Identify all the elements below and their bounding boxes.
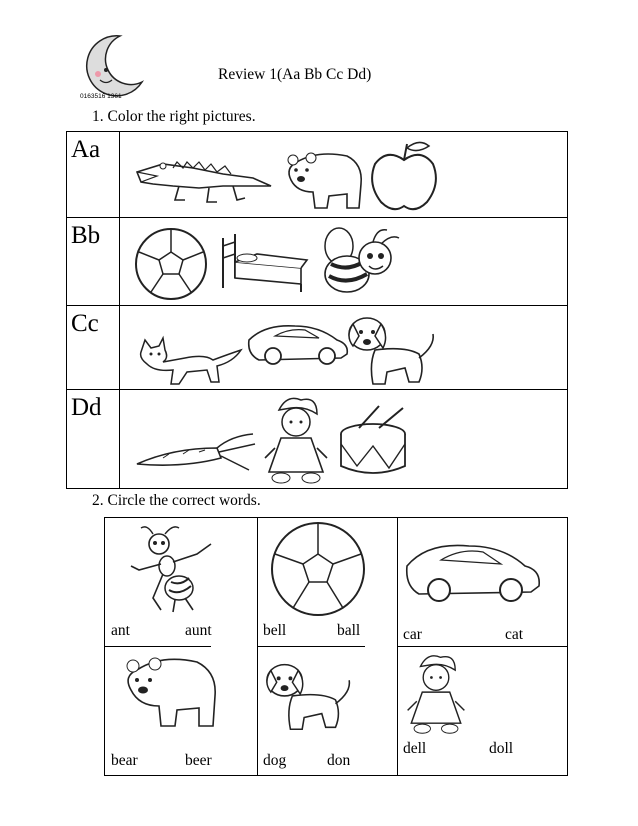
doll-icon xyxy=(261,392,331,486)
letter-bb: Bb xyxy=(71,222,101,249)
word-option[interactable]: dell xyxy=(403,740,427,757)
word-option[interactable]: bear xyxy=(111,752,138,769)
word-cell-doll xyxy=(397,646,567,775)
car-icon xyxy=(245,318,351,368)
worksheet-title: Review 1(Aa Bb Cc Dd) xyxy=(218,66,372,83)
logo-text: 0163516 1361 xyxy=(80,93,122,100)
word-option[interactable]: cat xyxy=(505,626,524,643)
cat-icon xyxy=(133,332,245,388)
letter-cc: Cc xyxy=(71,310,99,337)
ball-icon xyxy=(133,226,209,302)
word-option[interactable]: beer xyxy=(185,752,212,769)
word-cell-car xyxy=(397,518,567,646)
word-option[interactable]: don xyxy=(327,752,351,769)
word-option[interactable]: dog xyxy=(263,752,287,769)
ball-icon xyxy=(269,520,367,618)
section1-heading: 1. Color the right pictures. xyxy=(92,108,256,125)
car-icon xyxy=(403,536,543,606)
drum-icon xyxy=(335,404,413,480)
letter-dd: Dd xyxy=(71,394,102,421)
letter-aa: Aa xyxy=(71,136,101,163)
apple-icon xyxy=(367,138,441,216)
row-cc xyxy=(67,306,567,390)
word-option[interactable]: ant xyxy=(111,622,130,639)
bee-icon xyxy=(317,224,403,300)
crocodile-icon xyxy=(133,152,275,210)
doll-icon xyxy=(403,650,469,736)
word-option[interactable]: bell xyxy=(263,622,287,639)
word-cell-ball xyxy=(257,518,397,646)
dog-icon xyxy=(263,650,359,738)
row-bb xyxy=(67,218,567,306)
word-option[interactable]: doll xyxy=(489,740,514,757)
dog-icon xyxy=(345,306,443,390)
row-dd xyxy=(67,390,567,490)
row-aa xyxy=(67,132,567,218)
carrot-icon xyxy=(133,430,259,474)
bear-icon xyxy=(115,650,219,732)
bed-icon xyxy=(217,232,309,296)
ant-icon xyxy=(127,524,223,614)
bear-icon xyxy=(277,146,365,214)
color-table xyxy=(66,131,568,489)
section2-heading: 2. Circle the correct words. xyxy=(92,492,261,509)
circle-words-table xyxy=(104,517,568,776)
word-option[interactable]: aunt xyxy=(185,622,212,639)
word-cell-ant xyxy=(105,518,257,646)
word-cell-bear xyxy=(105,646,257,775)
word-cell-dog xyxy=(257,646,397,775)
moon-logo xyxy=(76,30,148,102)
word-option[interactable]: ball xyxy=(337,622,361,639)
word-option[interactable]: car xyxy=(403,626,422,643)
